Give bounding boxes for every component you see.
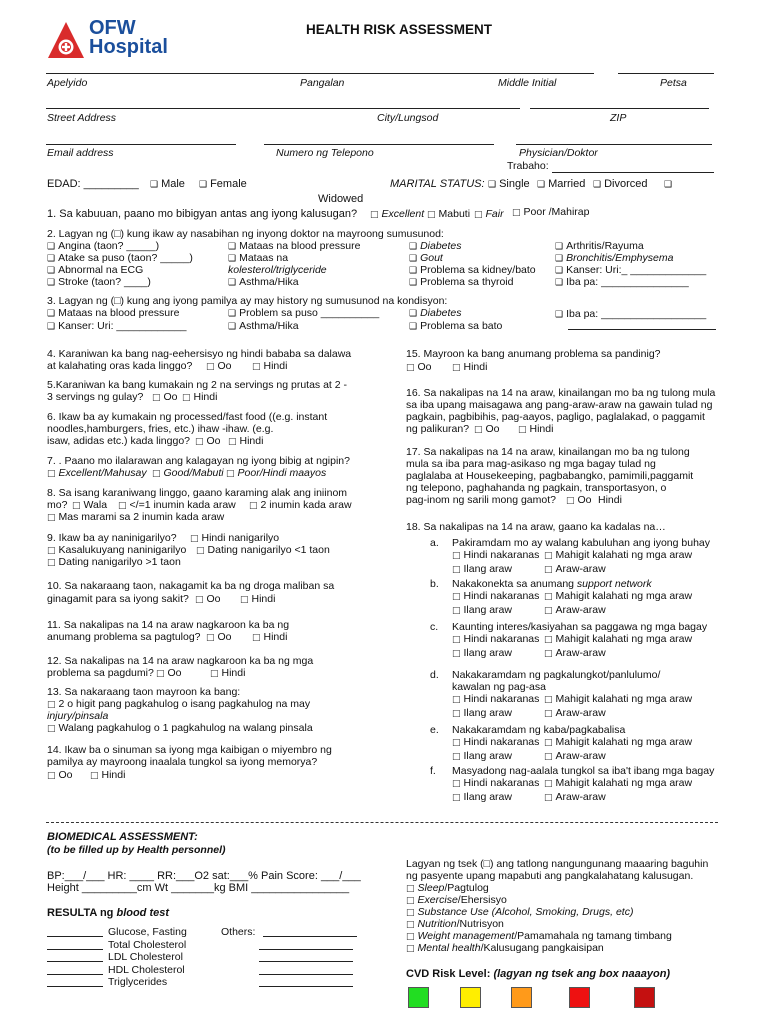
- q5-line1: 5.Karaniwan ka bang kumakain ng 2 na servings ng prutas at 2 -: [47, 379, 348, 391]
- cvd-hint: (lagyan ng tsek ang box naaayon): [493, 968, 671, 980]
- label-street: Street Address: [47, 112, 117, 124]
- q3-text: 3. Lagyan ng (□) kung ang iyong pamilya ay may history ng sumusunod na kondisyon:: [47, 295, 448, 307]
- others-line[interactable]: [259, 949, 353, 950]
- q18-opt-hindi[interactable]: □ Hindi nakaranas: [452, 777, 539, 790]
- q6-hindi[interactable]: □ Hindi: [228, 435, 263, 448]
- others-line[interactable]: [259, 974, 353, 975]
- q7-good[interactable]: □ Good/Mabuti: [152, 467, 224, 480]
- cvd-risk-box[interactable]: [569, 987, 590, 1008]
- q3-kanser[interactable]: ❑ Kanser: Uri: ____________: [47, 320, 187, 333]
- q18-opt-ilang[interactable]: □ Ilang araw: [452, 563, 512, 576]
- q3-bp[interactable]: ❑ Mataas na blood pressure: [47, 307, 179, 320]
- bio-vitals-2[interactable]: Height _________cm Wt _______kg BMI ________________: [47, 882, 350, 894]
- q17-oo[interactable]: □ Oo: [566, 494, 592, 507]
- q8-2inumin[interactable]: □ 2 inumin kada araw: [249, 499, 352, 512]
- q3-iba-pa[interactable]: ❑ Iba pa: __________________: [555, 308, 706, 321]
- q18-opt-ilang[interactable]: □ Ilang araw: [452, 647, 512, 660]
- q18-sub-letter: a.: [430, 537, 439, 549]
- q2-iba-pa[interactable]: ❑ Iba pa: _______________: [555, 276, 689, 289]
- q18-sub-text: Nakakaramdam ng pagkalungkot/panlulumo/: [452, 669, 661, 681]
- cvd-risk-box[interactable]: [511, 987, 532, 1008]
- goal-item[interactable]: □ Nutrition/Nutrisyon: [406, 918, 504, 931]
- page-title: HEALTH RISK ASSESSMENT: [306, 22, 493, 37]
- goals-intro-1: Lagyan ng tsek (□) ang tatlong nangungunang maaaring baguhin: [406, 858, 709, 870]
- q2-bronchitis[interactable]: ❑ Bronchitis/Emphysema: [555, 252, 673, 265]
- q18-opt-mahigit[interactable]: □ Mahigit kalahati ng mga araw: [544, 549, 692, 562]
- q5-oo[interactable]: □ Oo: [152, 391, 178, 404]
- q18-opt-mahigit[interactable]: □ Mahigit kalahati ng mga araw: [544, 777, 692, 790]
- q18-opt-mahigit[interactable]: □ Mahigit kalahati ng mga araw: [544, 693, 692, 706]
- q1-poor[interactable]: □ Poor /Mahirap: [512, 206, 589, 219]
- q2-kolesterol-2: kolesterol/triglyceride: [228, 264, 327, 276]
- q14-hindi[interactable]: □ Hindi: [90, 769, 125, 782]
- q3-asthma[interactable]: ❑ Asthma/Hika: [228, 320, 299, 333]
- test-value-line[interactable]: [47, 961, 103, 962]
- resulta-heading: [47, 907, 169, 919]
- q3-bato[interactable]: ❑ Problema sa bato: [409, 320, 502, 333]
- line-phone: [264, 144, 494, 145]
- q18-opt-hindi[interactable]: □ Hindi nakaranas: [452, 633, 539, 646]
- q18-opt-ilang[interactable]: □ Ilang araw: [452, 604, 512, 617]
- q4-hindi[interactable]: □ Hindi: [252, 360, 287, 373]
- q18-opt-ilang[interactable]: □ Ilang araw: [452, 707, 512, 720]
- q16-line4: ng palikuran?: [406, 423, 470, 435]
- q18-sub-letter: d.: [430, 669, 439, 681]
- test-value-line[interactable]: [47, 974, 103, 975]
- q8-marami[interactable]: □ Mas marami sa 2 inumin kada araw: [47, 511, 224, 524]
- q18-opt-mahigit[interactable]: □ Mahigit kalahati ng mga araw: [544, 633, 692, 646]
- q18-sub-text: Masyadong nag-aalala tungkol sa iba't ibang mga bagay: [452, 765, 715, 777]
- q16-hindi[interactable]: □ Hindi: [518, 423, 553, 436]
- q18-opt-hindi[interactable]: □ Hindi nakaranas: [452, 549, 539, 562]
- q3-iba-pa-line2: [568, 329, 716, 330]
- q12-line1: 12. Sa nakalipas na 14 na araw nagkaroon ka ba ng mga: [47, 655, 314, 667]
- label-pangalan: Pangalan: [300, 77, 345, 89]
- line-physician: [516, 144, 712, 145]
- others-label: Others:: [221, 926, 256, 938]
- label-trabaho: Trabaho:: [507, 160, 549, 172]
- q18-sub-text: Nakakonekta sa anumang support network: [452, 578, 652, 590]
- label-marital-status: MARITAL STATUS:: [390, 178, 485, 190]
- checkbox-male[interactable]: ❑ Male: [150, 178, 185, 191]
- q10-line2: ginagamit para sa iyong sakit?: [47, 593, 189, 605]
- label-edad: EDAD: _________: [47, 178, 139, 190]
- label-middle-initial: Middle Initial: [498, 77, 557, 89]
- blood-test-label: blood test: [116, 907, 170, 919]
- goal-item[interactable]: □ Sleep/Pagtulog: [406, 882, 489, 895]
- q18-opt-araw[interactable]: □ Araw-araw: [544, 750, 606, 763]
- label-apelyido: Apelyido: [47, 77, 88, 89]
- q9-kasalukuyan[interactable]: □ Kasalukuyang naninigarilyo: [47, 544, 186, 557]
- goal-item[interactable]: □ Weight management/Pamamahala ng tamang timbang: [406, 930, 672, 943]
- q13-opt1-2: injury/pinsala: [47, 710, 109, 722]
- label-petsa: Petsa: [660, 77, 687, 89]
- line-name: [46, 73, 594, 74]
- section-divider: [46, 822, 718, 823]
- q4-oo[interactable]: □ Oo: [206, 360, 232, 373]
- q12-hindi[interactable]: □ Hindi: [210, 667, 245, 680]
- q2-kidney[interactable]: ❑ Problema sa kidney/bato: [409, 264, 536, 277]
- label-physician: Physician/Doktor: [519, 147, 598, 159]
- label-zip: ZIP: [610, 112, 627, 124]
- goal-item[interactable]: □ Mental health/Kalusugang pangkaisipan: [406, 942, 604, 955]
- q18-opt-hindi[interactable]: □ Hindi nakaranas: [452, 736, 539, 749]
- checkbox-single[interactable]: ❑ Single: [488, 178, 530, 191]
- q18-opt-mahigit[interactable]: □ Mahigit kalahati ng mga araw: [544, 736, 692, 749]
- q15-line1: 15. Mayroon ka bang anumang problema sa pandinig?: [406, 348, 661, 360]
- q1-fair[interactable]: □ Fair: [474, 208, 504, 221]
- q18-sub-text: Nakakaramdam ng kaba/pagkabalisa: [452, 724, 626, 736]
- q13-line1: 13. Sa nakaraang taon mayroon ka bang:: [47, 686, 241, 698]
- cvd-risk-box[interactable]: [634, 987, 655, 1008]
- q5-hindi[interactable]: □ Hindi: [182, 391, 217, 404]
- test-name: Glucose, Fasting: [108, 926, 187, 938]
- cvd-title: CVD Risk Level:: [406, 968, 491, 980]
- test-name: Triglycerides: [108, 976, 168, 988]
- q18-opt-ilang[interactable]: □ Ilang araw: [452, 750, 512, 763]
- q2-bp[interactable]: ❑ Mataas na blood pressure: [228, 240, 360, 253]
- q9-dating-2[interactable]: □ Dating nanigarilyo >1 taon: [47, 556, 181, 569]
- q15-hindi[interactable]: □ Hindi: [452, 361, 487, 374]
- q18-sub-text: Kaunting interes/kasiyahan sa paggawa ng mga bagay: [452, 621, 708, 633]
- q16-line2: sa iba upang maisagawa ang pang-araw-araw na gawain tulad ng: [406, 399, 713, 411]
- q11-line1: 11. Sa nakalipas na 14 na araw nagkaroon ka ba ng: [47, 619, 290, 631]
- q8-wala[interactable]: □ Wala: [72, 499, 107, 512]
- q13-opt1[interactable]: □ 2 o higit pang pagkahulog o isang pagkahulog na may: [47, 698, 310, 711]
- q2-ecg[interactable]: ❑ Abnormal na ECG: [47, 264, 143, 277]
- q18-opt-araw[interactable]: □ Araw-araw: [544, 791, 606, 804]
- q2-kolesterol[interactable]: ❑ Mataas na: [228, 252, 288, 265]
- cvd-label: [406, 968, 670, 980]
- q18-text: 18. Sa nakalipas na 14 na araw, gaano ka kadalas na…: [406, 521, 666, 533]
- q8-line2: mo?: [47, 499, 68, 511]
- q7-excellent[interactable]: □ Excellent/Mahusay: [47, 467, 147, 480]
- label-telepono: Numero ng Telepono: [276, 147, 374, 159]
- q14-line1: 14. Ikaw ba o sinuman sa iyong mga kaibigan o miyembro ng: [47, 744, 332, 756]
- q18-opt-ilang[interactable]: □ Ilang araw: [452, 791, 512, 804]
- q17-line5: pag-inom ng sarili mong gamot?: [406, 494, 556, 506]
- q15-oo[interactable]: □ Oo: [406, 361, 432, 374]
- q10-line1: 10. Sa nakaraang taon, nakagamit ka ba ng droga maliban sa: [47, 580, 335, 592]
- q10-oo[interactable]: □ Oo: [195, 593, 221, 606]
- q2-diabetes[interactable]: ❑ Diabetes: [409, 240, 462, 253]
- q9-hindi-nanigarilyo[interactable]: □ Hindi nanigarilyo: [190, 532, 279, 545]
- q2-thyroid[interactable]: ❑ Problema sa thyroid: [409, 276, 513, 289]
- q17-line1: 17. Sa nakalipas na 14 na araw, kinailangan mo ba ng tulong: [406, 446, 690, 458]
- q18-opt-araw[interactable]: □ Araw-araw: [544, 647, 606, 660]
- q18-sub-letter: c.: [430, 621, 439, 633]
- cvd-risk-box[interactable]: [460, 987, 481, 1008]
- q18-opt-mahigit[interactable]: □ Mahigit kalahati ng mga araw: [544, 590, 692, 603]
- q5-line2: 3 servings ng gulay?: [47, 391, 144, 403]
- q9-dating-1[interactable]: □ Dating nanigarilyo <1 taon: [196, 544, 330, 557]
- hospital-name-2: Hospital: [89, 36, 168, 58]
- test-name: HDL Cholesterol: [108, 963, 185, 976]
- q2-gout[interactable]: ❑ Gout: [409, 252, 443, 265]
- q18-opt-araw[interactable]: □ Araw-araw: [544, 604, 606, 617]
- q14-line2: pamilya ay mayroong inaalala tungkol sa iyong memorya?: [47, 756, 318, 768]
- q6-line3: isaw, adidas etc.) kada linggo?: [47, 435, 191, 447]
- q16-oo[interactable]: □ Oo: [474, 423, 500, 436]
- q6-oo[interactable]: □ Oo: [195, 435, 221, 448]
- checkbox-widowed[interactable]: ❑: [664, 180, 673, 190]
- q18-sub-letter: f.: [430, 765, 436, 777]
- q2-arthritis[interactable]: ❑ Arthritis/Rayuma: [555, 240, 644, 253]
- q8-line1: 8. Sa isang karaniwang linggo, gaano karaming alak ang iniinom: [47, 487, 348, 499]
- q2-kanser[interactable]: ❑ Kanser: Uri:_ _____________: [555, 264, 706, 277]
- q18-sub-text: Pakiramdam mo ay walang kabuluhan ang iyong buhay: [452, 537, 710, 549]
- q2-atake[interactable]: ❑ Atake sa puso (taon? _____): [47, 252, 193, 265]
- q7-poor[interactable]: □ Poor/Hindi maayos: [226, 467, 326, 480]
- q11-oo[interactable]: □ Oo: [206, 631, 232, 644]
- q18-sub-letter: e.: [430, 724, 439, 736]
- test-value-line[interactable]: [47, 986, 103, 987]
- q2-text: 2. Lagyan ng (□) kung ikaw ay nasabihan ng inyong doktor na mayroong sumusunod:: [47, 228, 444, 240]
- q18-sub-letter: b.: [430, 578, 439, 590]
- line-zip: [530, 108, 709, 109]
- q13-opt2[interactable]: □ Walang pagkahulog o 1 pagkahulog na walang pinsala: [47, 722, 313, 735]
- q14-oo[interactable]: □ Oo: [47, 769, 73, 782]
- q4-line2: at kalahating oras kada linggo?: [47, 360, 193, 372]
- line-address: [46, 108, 520, 109]
- line-trabaho: [552, 172, 714, 173]
- line-petsa: [618, 73, 714, 74]
- hospital-logo-icon: [46, 20, 86, 60]
- q16-line1: 16. Sa nakalipas na 14 na araw, kinailangan mo ba ng tulong mula: [406, 387, 716, 399]
- q17-line3: paglalaba at Housekeeping, pagbabangko, pamimili,paggamit: [406, 470, 694, 482]
- q7-line1: 7. . Paano mo ilalarawan ang kalagayan ng iyong bibig at ngipin?: [47, 455, 350, 467]
- line-email: [46, 144, 236, 145]
- q3-diabetes[interactable]: ❑ Diabetes: [409, 307, 462, 320]
- goals-intro-2: ng pasyente upang mapabuti ang pangkalahatang kalusugan.: [406, 870, 694, 882]
- q16-line3: pagkain, pagbibihis, pag-aayos, pagligo, paglalakad, o paggamit: [406, 411, 705, 423]
- hospital-logo: [46, 18, 206, 62]
- q11-hindi[interactable]: □ Hindi: [252, 631, 287, 644]
- q8-1inumin[interactable]: □ </=1 inumin kada araw: [118, 499, 236, 512]
- goal-item[interactable]: □ Exercise/Ehersisyo: [406, 894, 507, 907]
- test-value-line[interactable]: [47, 949, 103, 950]
- bio-vitals-1[interactable]: BP:___/___ HR: ____ RR:___O2 sat:___% Pain Score: ___/___: [47, 870, 361, 882]
- checkbox-divorced[interactable]: ❑ Divorced: [593, 178, 647, 191]
- checkbox-female[interactable]: ❑ Female: [199, 178, 247, 191]
- q18-opt-araw[interactable]: □ Araw-araw: [544, 563, 606, 576]
- q9-line1: 9. Ikaw ba ay naninigarilyo?: [47, 532, 177, 544]
- test-value-line[interactable]: [47, 936, 103, 937]
- q2-angina[interactable]: ❑ Angina (taon? _____): [47, 240, 159, 253]
- q3-puso[interactable]: ❑ Problem sa puso __________: [228, 307, 379, 320]
- q12-oo[interactable]: □ Oo: [156, 667, 182, 680]
- label-email: Email address: [47, 147, 114, 159]
- q17-line4: ng telepono, paghahanda ng pagkain, transportasyon, o: [406, 482, 667, 494]
- q6-line1: 6. Ikaw ba ay kumakain ng processed/fast food ((e.g. instant: [47, 411, 328, 423]
- bio-subheading: (to be filled up by Health personnel): [47, 844, 226, 856]
- q17-hindi[interactable]: Hindi: [598, 494, 622, 506]
- q2-stroke[interactable]: ❑ Stroke (taon? ____): [47, 276, 151, 289]
- q18-opt-araw[interactable]: □ Araw-araw: [544, 707, 606, 720]
- q1-excellent[interactable]: □ Excellent: [370, 208, 424, 221]
- q1-text: 1. Sa kabuuan, paano mo bibigyan antas ang iyong kalusugan?: [47, 208, 358, 220]
- q10-hindi[interactable]: □ Hindi: [240, 593, 275, 606]
- q2-asthma[interactable]: ❑ Asthma/Hika: [228, 276, 299, 289]
- others-line[interactable]: [259, 986, 353, 987]
- q12-line2: problema sa pagdumi?: [47, 667, 154, 679]
- q4-line1: 4. Karaniwan ka bang nag-eehersisyo ng hindi bababa sa dalawa: [47, 348, 352, 360]
- bio-heading: BIOMEDICAL ASSESSMENT:: [47, 831, 198, 843]
- q1-mabuti[interactable]: □ Mabuti: [427, 208, 470, 221]
- label-widowed: Widowed: [318, 193, 364, 205]
- checkbox-married[interactable]: ❑ Married: [537, 178, 585, 191]
- q18-opt-hindi[interactable]: □ Hindi nakaranas: [452, 693, 539, 706]
- q6-line2: noodles,hamburgers, fries, etc.) ihaw -ihaw. (e.g.: [47, 423, 274, 435]
- test-name: Total Cholesterol: [108, 938, 187, 951]
- q17-line2: mula sa iba para mag-asikaso ng mga bagay tulad ng: [406, 458, 656, 470]
- q11-line2: anumang problema sa pagtulog?: [47, 631, 201, 643]
- test-name: LDL Cholesterol: [108, 951, 183, 963]
- goal-item[interactable]: □ Substance Use (Alcohol, Smoking, Drugs, etc): [406, 906, 633, 919]
- others-line[interactable]: [259, 961, 353, 962]
- hospital-name-1: OFW: [89, 17, 136, 39]
- others-line[interactable]: [263, 936, 357, 937]
- cvd-risk-box[interactable]: [408, 987, 429, 1008]
- resulta-label: RESULTA ng: [47, 907, 114, 919]
- label-city: City/Lungsod: [377, 112, 439, 124]
- q18-sub-text-2: kawalan ng pag-asa: [452, 681, 546, 693]
- q18-opt-hindi[interactable]: □ Hindi nakaranas: [452, 590, 539, 603]
